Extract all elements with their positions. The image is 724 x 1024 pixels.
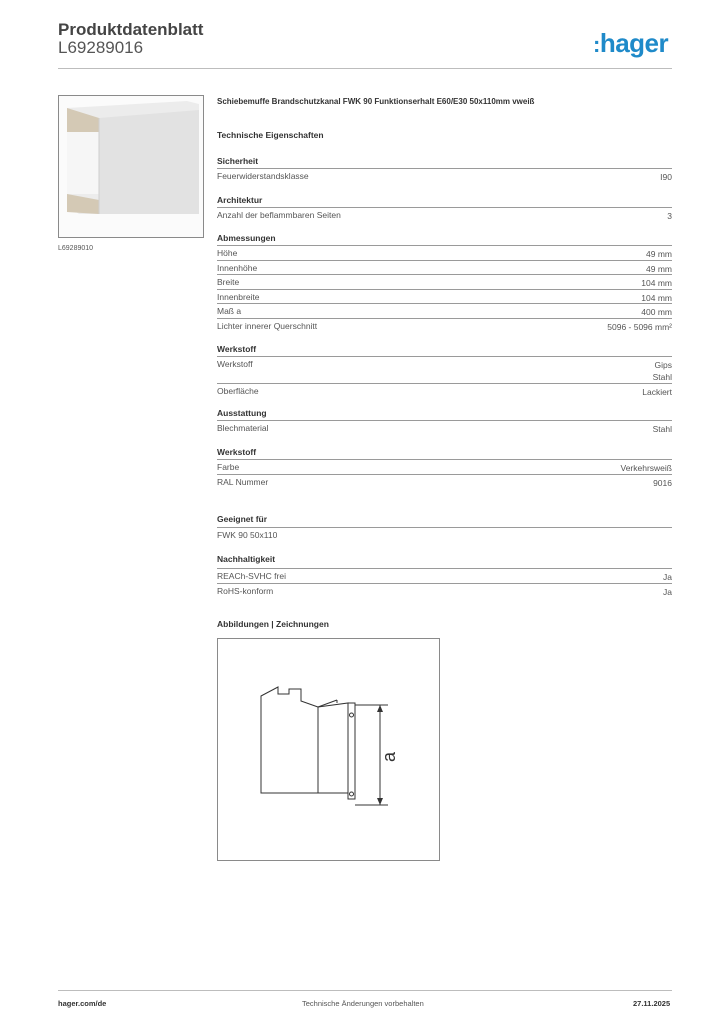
spec-value bbox=[663, 571, 672, 583]
spec-row bbox=[217, 459, 672, 474]
spec-label: FWK 90 50x110 bbox=[217, 530, 278, 540]
spec-label: Werkstoff bbox=[217, 359, 253, 369]
spec-value-line: 3 bbox=[667, 211, 672, 221]
spec-row bbox=[217, 207, 672, 222]
header-divider bbox=[58, 68, 672, 69]
section-heading: Ausstattung bbox=[217, 408, 267, 418]
spec-value bbox=[653, 359, 672, 383]
spec-value-line: Lackiert bbox=[642, 387, 672, 397]
spec-value-line: 49 mm bbox=[646, 264, 672, 274]
dimension-label-a: a bbox=[379, 751, 399, 763]
hager-logo bbox=[593, 28, 668, 59]
section-heading: Architektur bbox=[217, 195, 263, 205]
spec-label: Oberfläche bbox=[217, 386, 259, 396]
spec-row bbox=[217, 583, 672, 598]
spec-value bbox=[641, 277, 672, 289]
spec-row bbox=[217, 420, 672, 435]
spec-value bbox=[667, 210, 672, 222]
spec-value bbox=[646, 248, 672, 260]
spec-value bbox=[660, 171, 672, 183]
section-heading: Werkstoff bbox=[217, 344, 257, 354]
logo-dots: : bbox=[593, 32, 600, 57]
document-number: L69289016 bbox=[58, 38, 144, 57]
spec-value-line: 5096 - 5096 mm² bbox=[607, 322, 672, 332]
spec-value-line: 104 mm bbox=[641, 293, 672, 303]
spec-value-line: Stahl bbox=[652, 424, 672, 434]
product-photo-graphic bbox=[59, 96, 203, 237]
section-heading: Werkstoff bbox=[217, 447, 257, 457]
spec-value bbox=[653, 423, 672, 435]
spec-value-line: 400 mm bbox=[641, 307, 672, 317]
spec-row bbox=[217, 303, 672, 318]
spec-label: Blechmaterial bbox=[217, 423, 269, 433]
spec-row bbox=[217, 260, 672, 275]
spec-value bbox=[641, 306, 672, 318]
spec-row bbox=[217, 168, 672, 183]
image-caption: L69289010 bbox=[58, 245, 94, 252]
spec-value bbox=[621, 462, 673, 474]
spec-label: Innenbreite bbox=[217, 292, 260, 302]
spec-row bbox=[217, 274, 672, 289]
spec-value-line: 9016 bbox=[653, 478, 672, 488]
spec-label: REACh-SVHC frei bbox=[217, 571, 286, 581]
section-heading: Abmessungen bbox=[217, 233, 276, 243]
drawings-heading: Abbildungen | Zeichnungen bbox=[217, 619, 329, 629]
document-title: Produktdatenblatt bbox=[58, 20, 204, 39]
section-heading: Nachhaltigkeit bbox=[217, 554, 276, 564]
spec-value-line: I90 bbox=[660, 172, 672, 182]
spec-row bbox=[217, 383, 672, 398]
spec-row bbox=[217, 356, 672, 383]
footer-date: 27.11.2025 bbox=[633, 999, 671, 1008]
spec-value-line: Ja bbox=[663, 572, 672, 582]
spec-label: Breite bbox=[217, 277, 240, 287]
spec-value-line: Gips bbox=[654, 360, 672, 370]
logo-text: hager bbox=[599, 28, 669, 58]
spec-label: Lichter innerer Querschnitt bbox=[217, 321, 318, 331]
spec-row bbox=[217, 568, 672, 583]
spec-label: Farbe bbox=[217, 462, 240, 472]
spec-label: Feuerwiderstandsklasse bbox=[217, 171, 309, 181]
spec-label: Maß a bbox=[217, 306, 242, 316]
spec-label: Höhe bbox=[217, 248, 238, 258]
section-heading: Geeignet für bbox=[217, 514, 268, 524]
spec-value-line: Stahl bbox=[652, 372, 672, 382]
spec-value-line: 104 mm bbox=[641, 278, 672, 288]
spec-label: Innenhöhe bbox=[217, 263, 258, 273]
technical-properties-heading: Technische Eigenschaften bbox=[217, 130, 324, 140]
product-image bbox=[58, 95, 204, 238]
footer-website: hager.com/de bbox=[58, 999, 107, 1008]
spec-row bbox=[217, 245, 672, 260]
spec-value bbox=[663, 586, 672, 598]
spec-row bbox=[217, 289, 672, 304]
spec-label: Anzahl der beflammbaren Seiten bbox=[217, 210, 341, 220]
section-heading: Sicherheit bbox=[217, 156, 259, 166]
footer-note: Technische Änderungen vorbehalten bbox=[302, 999, 424, 1008]
footer-divider bbox=[58, 990, 672, 991]
spec-row bbox=[217, 318, 672, 333]
spec-value bbox=[642, 386, 672, 398]
spec-value-line: Ja bbox=[663, 587, 672, 597]
spec-value-line: Verkehrsweiß bbox=[620, 463, 672, 473]
spec-value bbox=[607, 321, 672, 333]
spec-label: RAL Nummer bbox=[217, 477, 269, 487]
technical-drawing bbox=[217, 638, 440, 861]
spec-value-line: 49 mm bbox=[646, 249, 672, 259]
spec-row bbox=[217, 474, 672, 489]
product-title: Schiebemuffe Brandschutzkanal FWK 90 Funktionserhalt E60/E30 50x110mm vweiß bbox=[217, 97, 535, 106]
spec-row bbox=[217, 527, 672, 542]
spec-label: RoHS-konform bbox=[217, 586, 274, 596]
spec-value bbox=[653, 477, 672, 489]
drawing-graphic bbox=[218, 639, 439, 860]
